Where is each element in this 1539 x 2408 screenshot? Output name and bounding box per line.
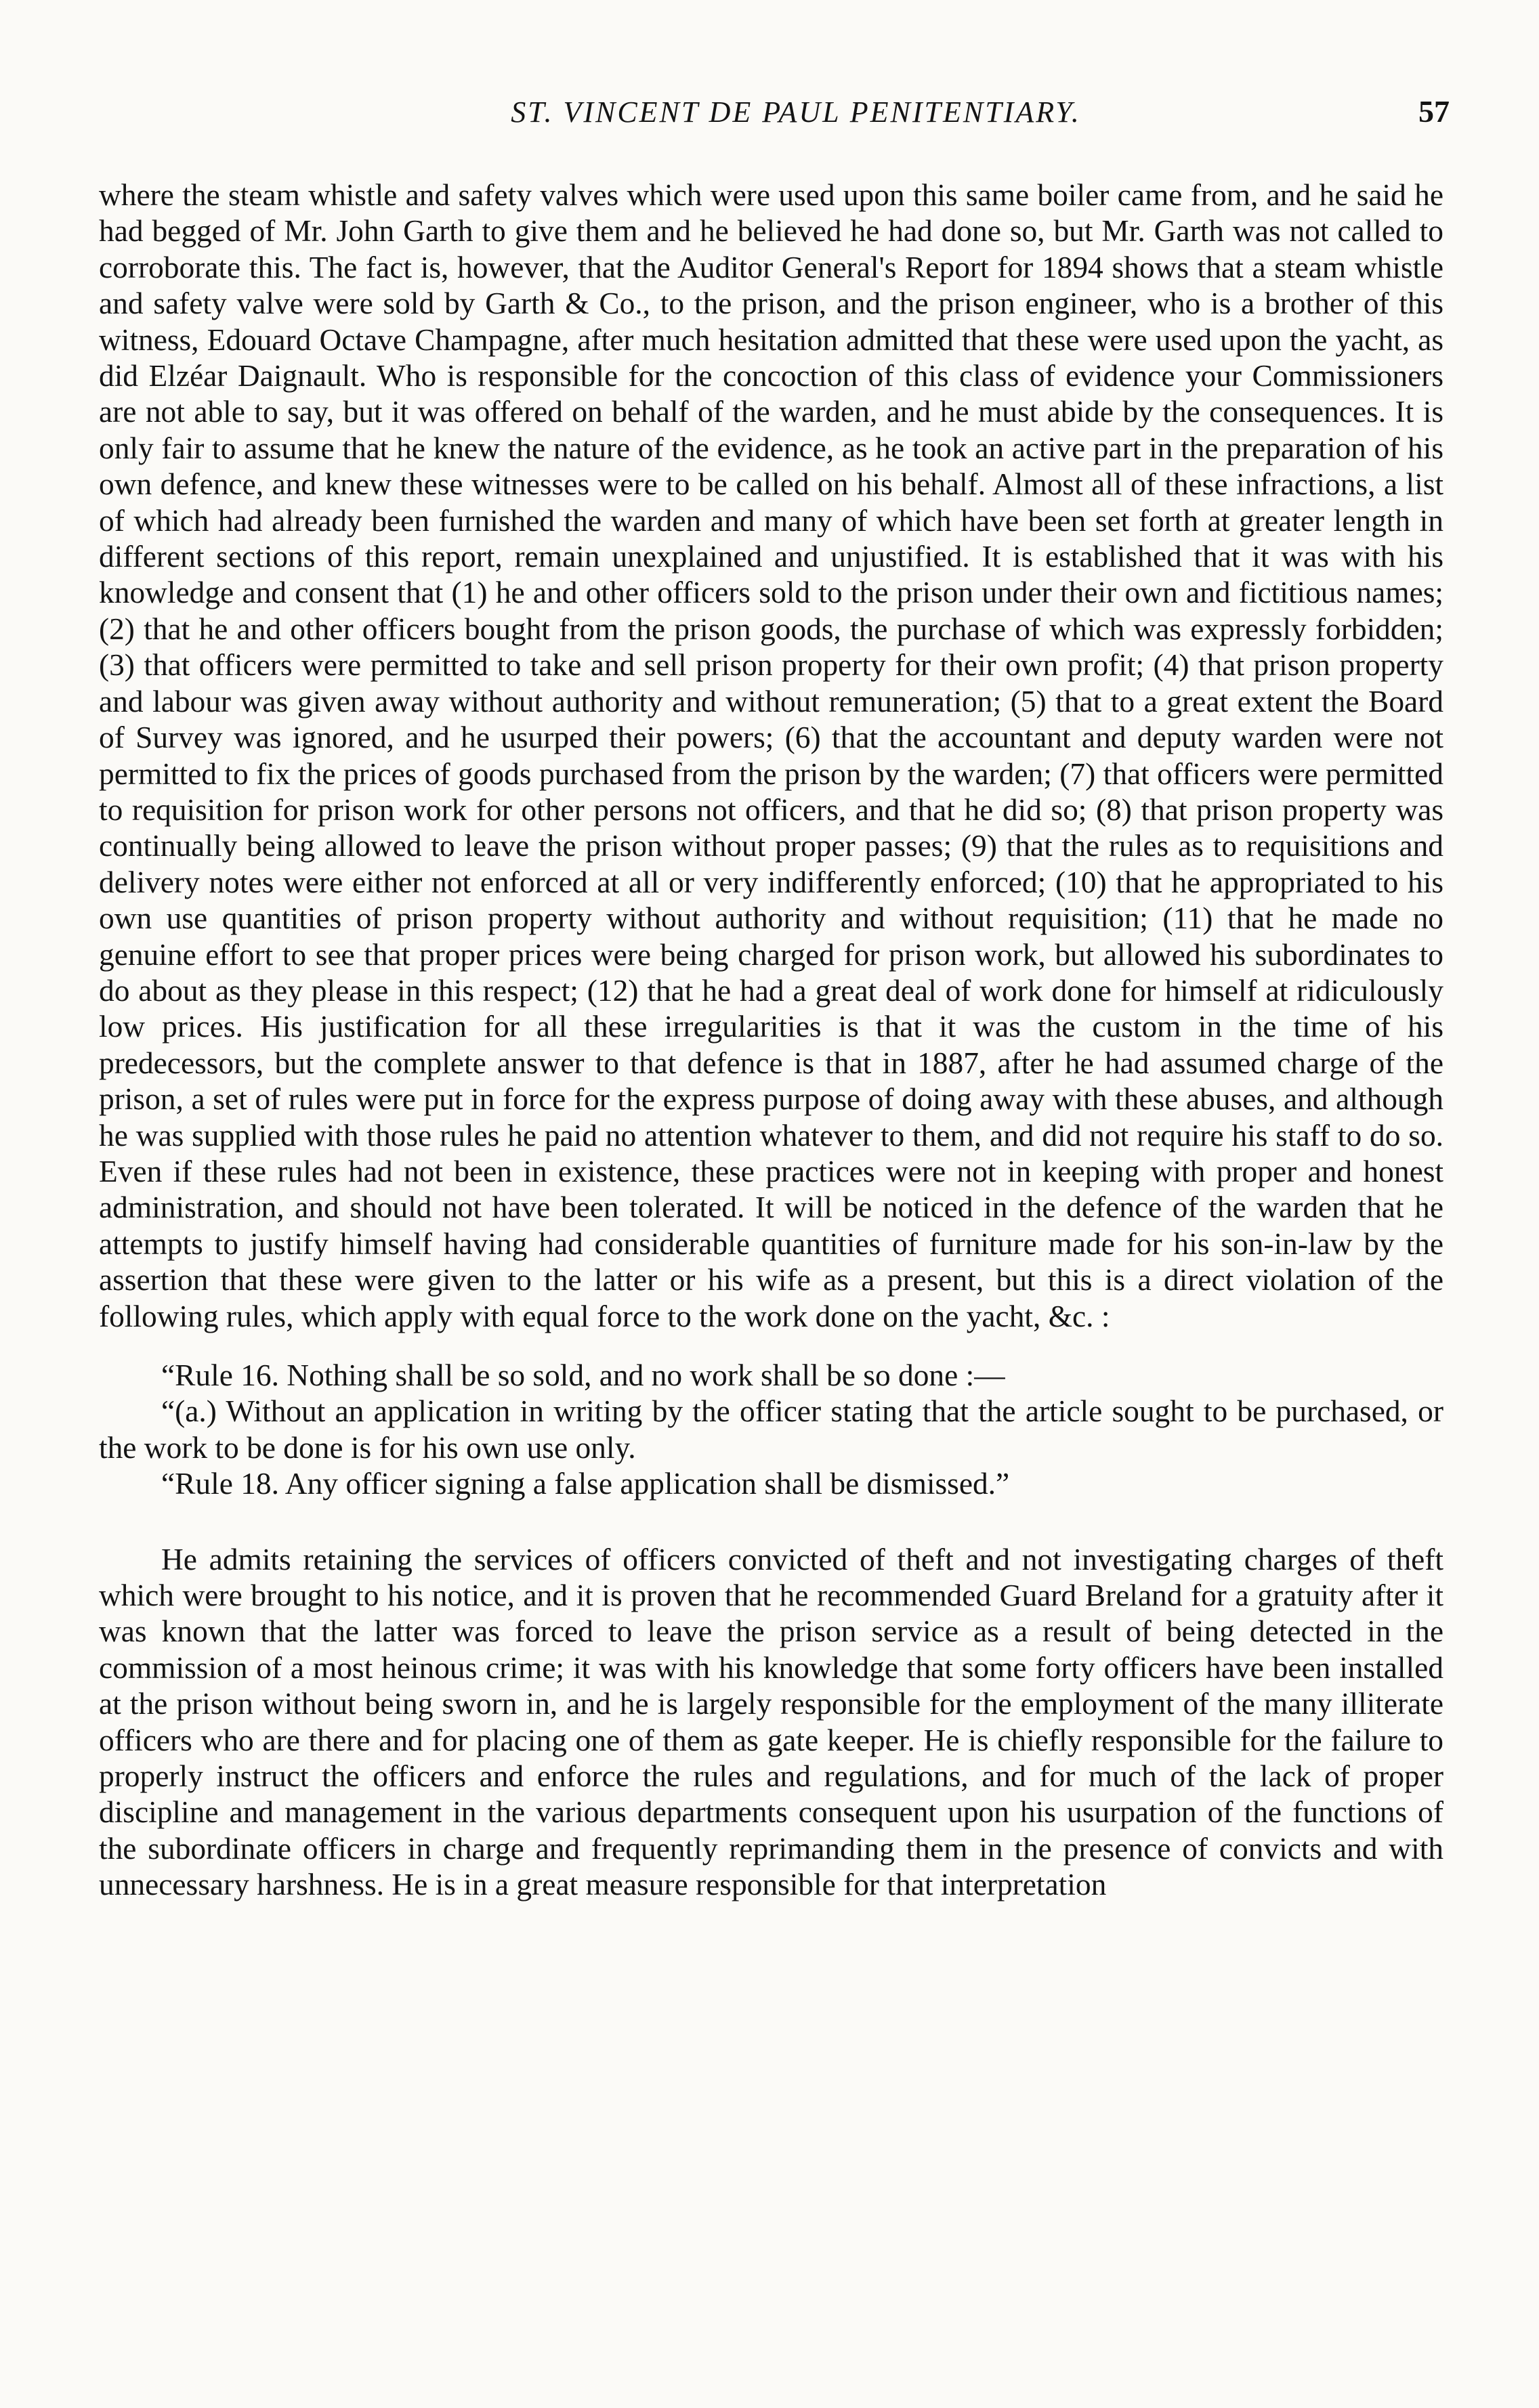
body-paragraph-1: where the steam whistle and safety valves which were used upon this same boiler came from, and he said he had begged of Mr. John Garth to give them and he believed he had done so, but Mr. Garth was not called to corroborate this. The fact is, however, that the Auditor General's Report for 1894 shows that a steam whistle and safety valve were sold by Garth & Co., to the prison, and the prison engineer, who is a brother of this witness, Edouard Octave Champagne, after much hesitation admitted that these were used upon the yacht, as did Elzéar Daignault. Who is responsible for the concoction of this class of evidence your Commissioners are not able to say, but it was offered on behalf of the warden, and he must abide by the consequences. It is only fair to assume that he knew the nature of the evidence, as he took an active part in the preparation of his own defence, and knew these witnesses were to be called on his behalf. Almost all of these infractions, a list of which had already been furnished the warden and many of which have been set forth at greater length in different sections of this report, remain unexplained and unjustified. It is established that it was with his knowledge and consent that (1) he and other officers sold to the prison under their own and fictitious names; (2) that he and other officers bought from the prison goods, the purchase of which was expressly forbidden; (3) that officers were permitted to take and sell prison property for their own profit; (4) that prison property and labour was given away without authority and without remuneration; (5) that to a great extent the Board of Survey was ignored, and he usurped their powers; (6) that the accountant and deputy warden were not permitted to fix the prices of goods purchased from the prison by the warden; (7) that officers were permitted to requisition for prison work for other persons not officers, and that he did so; (8) that prison property was continually being allowed to leave the prison without proper passes; (9) that the rules as to requisitions and delivery notes were either not enforced at all or very indifferently enforced; (10) that he appropriated to his own use quantities of prison property without authority and without requisition; (11) that he made no genuine effort to see that proper prices were being charged for prison work, but allowed his subordinates to do about as they please in this respect; (12) that he had a great deal of work done for himself at ridiculously low prices. His justification for all these irregularities is that it was the custom in the time of his predecessors, but the complete answer to that defence is that in 1887, after he had assumed charge of the prison, a set of rules were put in force for the express purpose of doing away with these abuses, and although he was supplied with those rules he paid no attention whatever to them, and did not require his staff to do so. Even if these rules had not been in existence, these practices were not in keeping with proper and honest administration, and should not have been tolerated. It will be noticed in the defence of the warden that he attempts to justify himself having had considerable quantities of furniture made for his son-in-law by the assertion that these were given to the latter or his wife as a present, but this is a direct violation of the following rules, which apply with equal force to the work done on the yacht, &c. : <box>99 178 1443 1333</box>
rule-18-line: “Rule 18. Any officer signing a false application shall be dismissed.” <box>161 1467 1010 1501</box>
rules-quotation <box>99 1358 1443 1503</box>
body-paragraph-2: He admits retaining the services of officers convicted of theft and not investigating charges of theft which were brought to his notice, and it is proven that he recommended Guard Breland for a gratuity after it was known that the latter was forced to leave the prison service as a result of being detected in the commission of a most heinous crime; it was with his knowledge that some forty officers have been installed at the prison without being sworn in, and he is largely responsible for the employment of the many illiterate officers who are there and for placing one of them as gate keeper. He is chiefly responsible for the failure to properly instruct the officers and enforce the rules and regulations, and for much of the lack of proper discipline and management in the various departments consequent upon his usurpation of the functions of the subordinate officers in charge and frequently reprimanding them in the presence of convicts and with unnecessary harshness. He is in a great measure responsible for that interpretation <box>99 1542 1443 1902</box>
running-head <box>102 95 1450 135</box>
rule-16a-line: “(a.) Without an application in writing by the officer stating that the article sought to be purchased, or the work to be done is for his own use only. <box>99 1394 1443 1465</box>
page-number: 57 <box>1418 94 1450 129</box>
page-text <box>99 177 1443 1904</box>
rule-16-line: “Rule 16. Nothing shall be so sold, and no work shall be so done :— <box>161 1358 1005 1392</box>
running-title: ST. VINCENT DE PAUL PENITENTIARY. <box>511 95 1081 129</box>
